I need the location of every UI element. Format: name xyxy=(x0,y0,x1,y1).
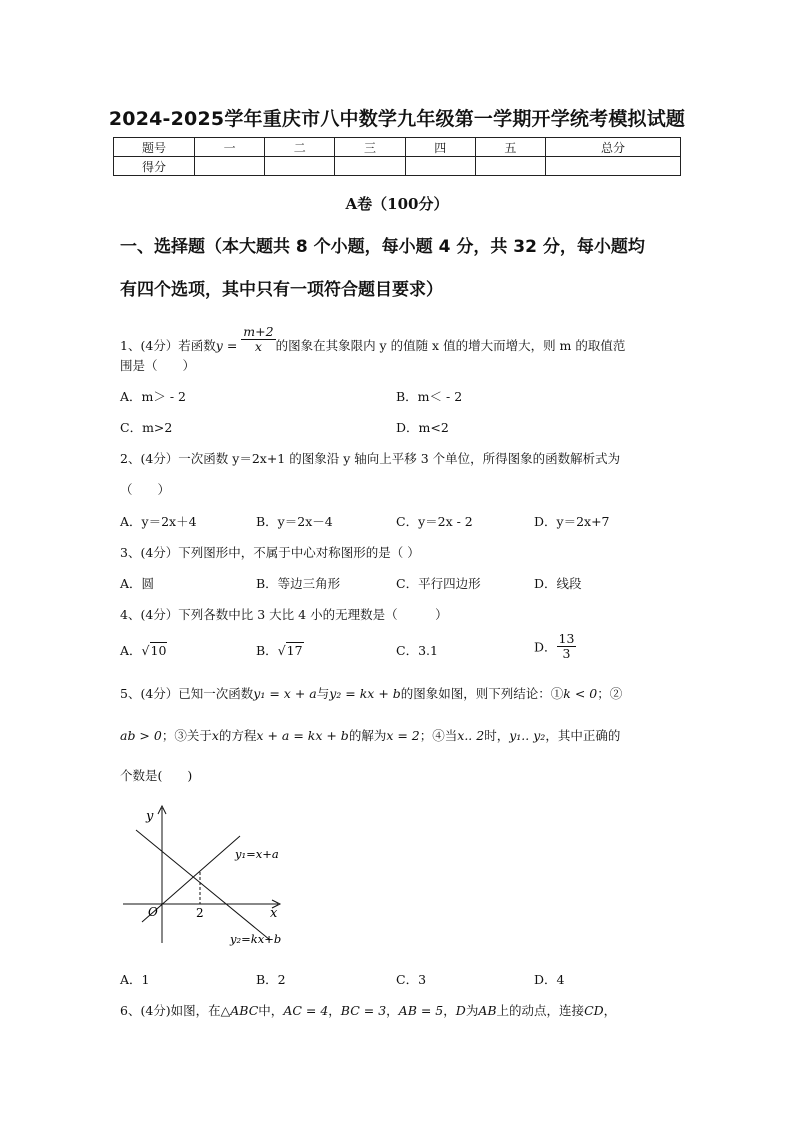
question-2-option-a[interactable]: A．y＝2x＋4 xyxy=(120,514,197,529)
question-4-option-b[interactable]: B．√17 xyxy=(256,643,303,658)
score-row-label: 得分 xyxy=(114,157,195,176)
question-1-fraction: $\frac{m+2}{x}$ xyxy=(243,324,274,354)
question-5-option-c[interactable]: C．3 xyxy=(396,972,427,987)
table-header-cell: 四 xyxy=(405,138,475,157)
question-4-option-a[interactable]: A．√10 xyxy=(120,643,167,658)
origin-label: O xyxy=(148,905,158,919)
table-header-cell: 一 xyxy=(195,138,265,157)
score-cell xyxy=(475,157,545,176)
question-3-option-a[interactable]: A．圆 xyxy=(120,576,155,591)
line-y2-label: y₂=kx+b xyxy=(230,932,282,946)
question-2-option-d[interactable]: D．y＝2x+7 xyxy=(534,514,610,529)
question-4-option-d[interactable]: D． $\frac{13}{3}$ xyxy=(534,631,575,661)
table-header-cell: 二 xyxy=(265,138,335,157)
section-heading-line1: 一、选择题（本大题共 8 个小题，每小题 4 分，共 32 分，每小题均 xyxy=(120,237,645,257)
question-4-option-c[interactable]: C．3.1 xyxy=(396,643,438,658)
volume-heading: A卷（100分） xyxy=(345,195,449,213)
fraction-13-3: $\frac{13}{3}$ xyxy=(558,631,575,661)
question-1-eq: = xyxy=(222,338,242,353)
question-3-option-d[interactable]: D．线段 xyxy=(534,576,582,591)
section-heading-line2: 有四个选项，其中只有一项符合题目要求） xyxy=(120,280,443,300)
question-1-var: y xyxy=(215,338,223,353)
sqrt-10: √10 xyxy=(141,643,167,658)
question-2-option-b[interactable]: B．y＝2x－4 xyxy=(256,514,333,529)
score-cell xyxy=(265,157,335,176)
question-1-line2: 围是（ ） xyxy=(120,358,196,373)
question-3-option-c[interactable]: C．平行四边形 xyxy=(396,576,481,591)
question-2-option-c[interactable]: C．y＝2x - 2 xyxy=(396,514,473,529)
question-5: 5、(4分）已知一次函数y₁ = x + a与y₂ = kx + b的图象如图，则下列结论：①k < 0；② xyxy=(120,686,623,701)
function-graph xyxy=(118,800,288,950)
sqrt-17: √17 xyxy=(277,643,303,658)
question-1 xyxy=(120,324,626,354)
question-2: 2、(4分）一次函数 y＝2x+1 的图象沿 y 轴向上平移 3 个单位，所得图象的函数解析式为 xyxy=(120,451,621,466)
question-3-option-b[interactable]: B．等边三角形 xyxy=(256,576,341,591)
question-1-suffix: 的图象在其象限内 y 的值随 x 值的增大而增大，则 m 的取值范 xyxy=(275,338,626,353)
question-1-prefix: 1、(4分）若函数 xyxy=(120,338,216,353)
question-1-option-d[interactable]: D．m<2 xyxy=(396,420,449,435)
question-5-line3: 个数是( ) xyxy=(120,768,193,783)
question-5-option-a[interactable]: A．1 xyxy=(120,972,150,987)
line-y1-label: y₁=x+a xyxy=(235,847,279,861)
question-1-option-a[interactable]: A．m＞ - 2 xyxy=(120,389,187,404)
score-cell xyxy=(195,157,265,176)
question-5-option-d[interactable]: D．4 xyxy=(534,972,565,987)
score-cell xyxy=(335,157,405,176)
question-2-line2: （ ） xyxy=(120,482,171,497)
y-axis-label: y xyxy=(146,809,154,824)
question-3: 3、(4分）下列图形中，不属于中心对称图形的是（ ） xyxy=(120,545,420,560)
table-header-cell: 总分 xyxy=(546,138,681,157)
question-4: 4、(4分）下列各数中比 3 大比 4 小的无理数是（ ） xyxy=(120,607,448,622)
tick-label-2: 2 xyxy=(196,906,204,920)
page-title: 2024-2025学年重庆市八中数学九年级第一学期开学统考模拟试题 xyxy=(108,108,686,130)
table-row xyxy=(114,157,681,176)
question-5-line2: ab > 0；③关于x的方程x + a = kx + b的解为x = 2；④当x.. 2时，y₁.. y₂，其中正确的 xyxy=(120,728,621,743)
score-cell xyxy=(546,157,681,176)
question-1-option-b[interactable]: B．m＜ - 2 xyxy=(396,389,463,404)
table-header-row xyxy=(114,138,681,157)
table-header-cell: 五 xyxy=(475,138,545,157)
question-1-option-c[interactable]: C．m>2 xyxy=(120,420,173,435)
x-axis-label: x xyxy=(270,906,278,921)
table-header-cell: 题号 xyxy=(114,138,195,157)
question-5-option-b[interactable]: B．2 xyxy=(256,972,286,987)
table-header-cell: 三 xyxy=(335,138,405,157)
score-table xyxy=(113,137,681,176)
question-6: 6、(4分)如图，在△ABC中，AC = 4，BC = 3，AB = 5，D为AB上的动点，连接CD， xyxy=(120,1003,617,1018)
score-cell xyxy=(405,157,475,176)
